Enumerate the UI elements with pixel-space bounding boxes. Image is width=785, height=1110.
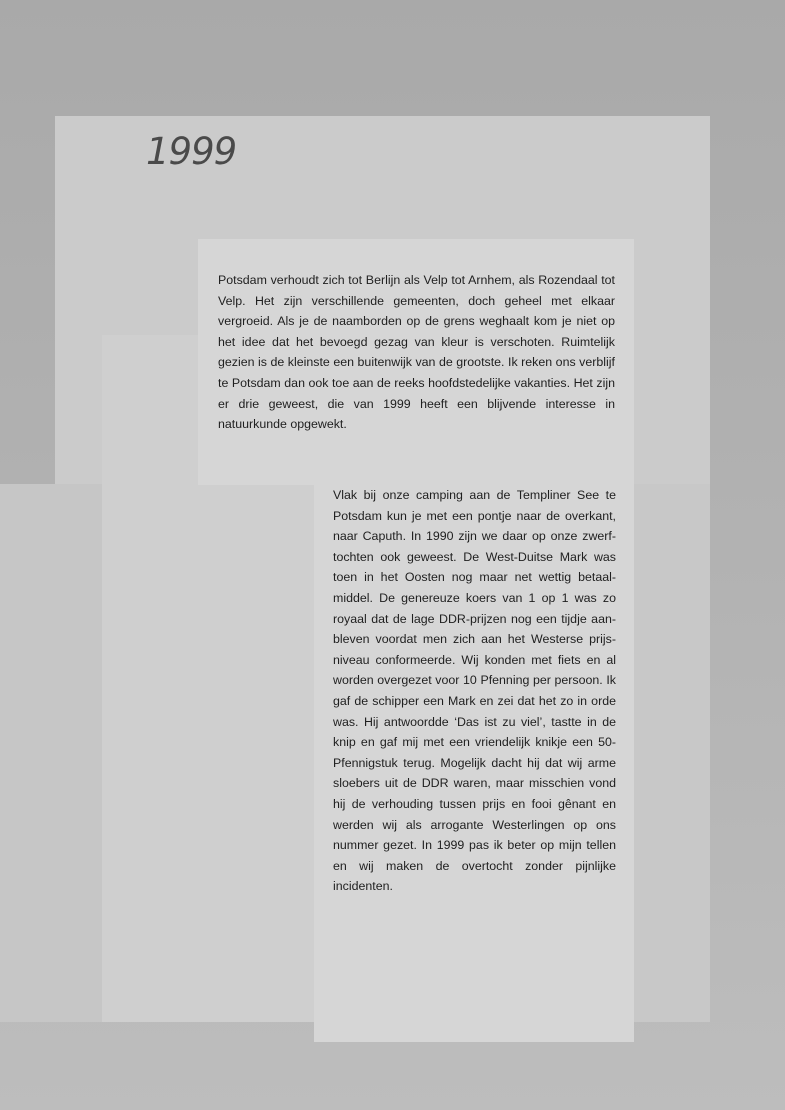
paragraph-caputh-ferry: Vlak bij onze camping aan de Templiner See te Potsdam kun je met een pontje naar de overkant, naar Caputh. In 1990 zijn we daar op onze zwerftochten ook geweest. De West-Duitse Mark was toen in het Oosten nog maar net wettig betaalmiddel. De genereuze koers van 1 op 1 was zo royaal dat de lage DDR-prijzen nog een tijdje aanbleven voordat men zich aan het Westerse prijsniveau conformeerde. Wij konden met fiets en al worden overgezet voor 10 Pfenning per persoon. Ik gaf de schipper een Mark en zei dat het zo in orde was. Hij antwoordde ‘Das ist zu viel’, tastte in de knip en gaf mij met een vriendelijk knikje een 50-Pfennigstuk terug. Mogelijk dacht hij dat wij arme sloebers uit de DDR waren, maar misschien vond hij de verhouding tussen prijs en fooi gênant en werden wij als arrogante Westerlingen op ons nummer gezet. In 1999 pas ik beter op mijn tellen en wij maken de overtocht zonder pijnlijke incidenten. [333, 488, 616, 894]
paragraph-intro: Potsdam verhoudt zich tot Berlijn als Velp tot Arnhem, als Rozendaal tot Velp. Het zijn verschillende gemeenten, doch geheel met elkaar vergroeid. Als je de naamborden op de grens weghaalt kom je niet op het idee dat het bevoegd gezag van kleur is verschoten. Ruimtelijk gezien is de kleinste een buitenwijk van de grootste. Ik reken ons verblijf te Potsdam dan ook toe aan de reeks hoofdstedelijke vakanties. Het zijn er drie geweest, die van 1999 heeft een blijvende interesse in natuurkunde opgewekt. [218, 273, 615, 432]
background-panel-lower-left [0, 484, 102, 1022]
page-title: 1999 [146, 130, 237, 173]
background-panel-lower-right [634, 484, 710, 1022]
